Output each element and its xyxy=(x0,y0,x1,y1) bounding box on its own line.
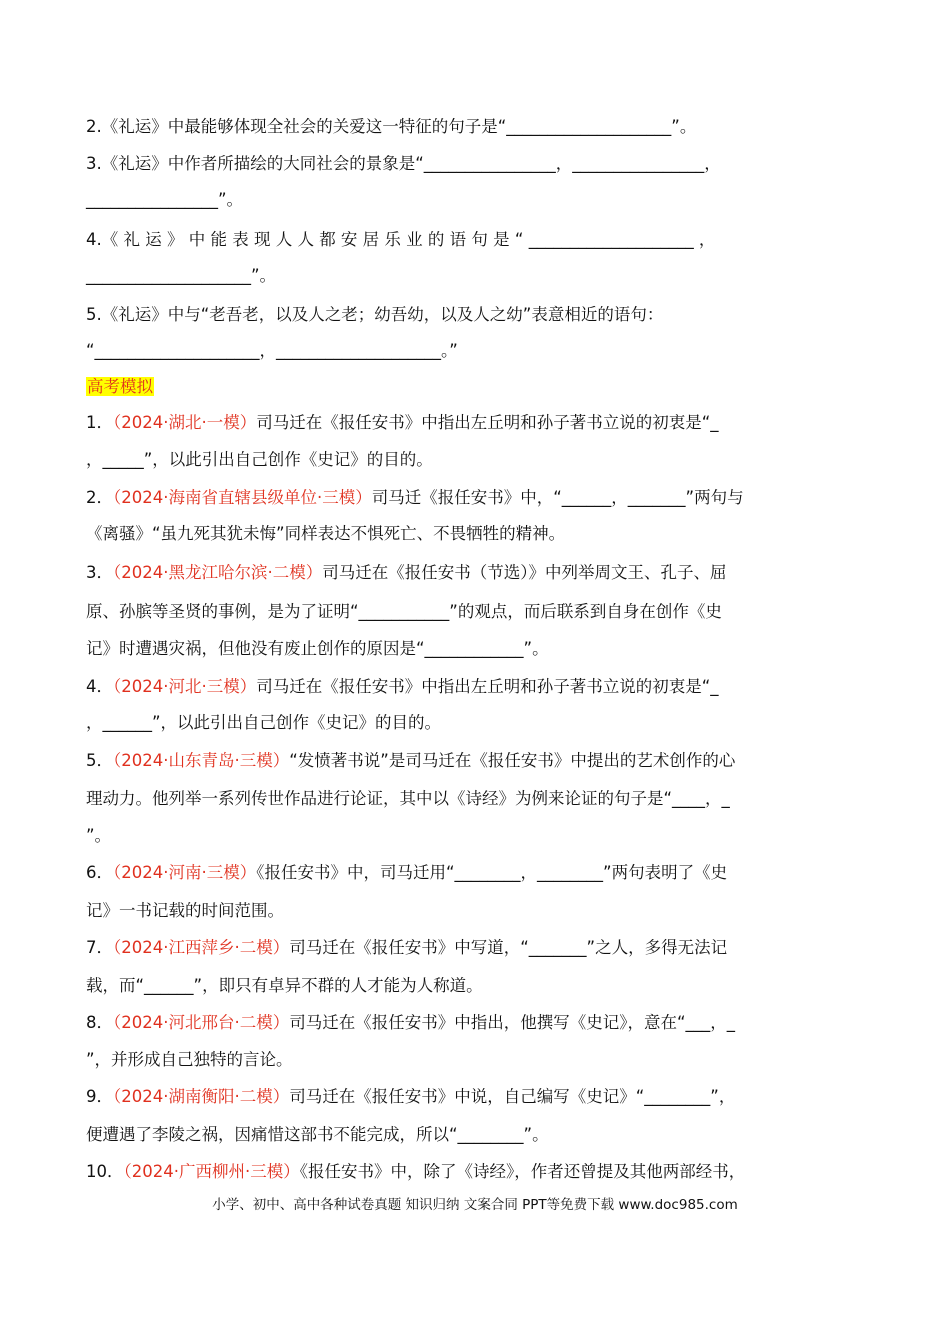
item-source: （2024·湖北·一模） xyxy=(113,413,257,432)
question-line: 3.《礼运》中作者所描绘的大同社会的景象是“________________，________________， xyxy=(86,154,721,173)
item-text: 司马迁在《报任安书》中写道，“_______”之人，多得无法记 xyxy=(289,938,728,957)
section-title: 高考模拟 xyxy=(87,377,153,396)
section-title-line xyxy=(86,377,864,397)
question-line: ________________”。 xyxy=(86,190,244,209)
question-item-7 xyxy=(86,938,864,958)
item-number: 6． xyxy=(86,863,113,882)
question-line: “____________________，____________________。” xyxy=(86,341,458,360)
question-line: 记》时遭遇灾祸，但他没有废止创作的原因是“____________”。 xyxy=(86,639,549,658)
question-line: ____________________”。 xyxy=(86,266,277,285)
question-line: 5.《礼运》中与“老吾老，以及人之老；幼吾幼，以及人之幼”表意相近的语句： xyxy=(86,305,664,324)
item-text: 司马迁在《报任安书》中指出左丘明和孙子著书立说的初衷是“_ xyxy=(256,677,719,696)
question-line: 《离骚》“虽九死其犹未悔”同样表达不惧死亡、不畏牺牲的精神。 xyxy=(86,524,566,543)
question-line: 记》一书记载的时间范围。 xyxy=(86,901,284,920)
page-footer: 小学、初中、高中各种试卷真题 知识归纳 文案合同 PPT等免费下载 www.doc985.com xyxy=(212,1197,738,1213)
item-number: 4． xyxy=(86,677,113,696)
question-line: ”。 xyxy=(86,826,112,845)
question-item-1 xyxy=(86,413,864,433)
item-text: 司马迁在《报任安书》中说，自己编写《史记》“________”， xyxy=(289,1087,736,1106)
item-source: （2024·河北·三模） xyxy=(113,677,257,696)
item-number: 3． xyxy=(86,563,113,582)
item-source: （2024·广西柳州·三模） xyxy=(123,1162,300,1181)
question-item-9 xyxy=(86,1087,864,1107)
question-line: 2.《礼运》中最能够体现全社会的关爱这一特征的句子是“____________________”。 xyxy=(86,117,697,136)
item-number: 2． xyxy=(86,488,113,507)
item-source: （2024·河北邢台·二模） xyxy=(113,1013,290,1032)
question-item-4 xyxy=(86,677,864,697)
question-line: 理动力。他列举一系列传世作品进行论证，其中以《诗经》为例来论证的句子是“____，_ xyxy=(86,789,730,808)
question-item-8 xyxy=(86,1013,864,1033)
question-line: 载，而“______”，即只有卓异不群的人才能为人称道。 xyxy=(86,976,483,995)
question-line: 4.《 礼 运 》 中 能 表 现 人 人 都 安 居 乐 业 的 语 句 是 “ ____________________ ， xyxy=(86,230,716,249)
item-text: “发愤著书说”是司马迁在《报任安书》中提出的艺术创作的心 xyxy=(289,751,736,770)
question-item-6 xyxy=(86,863,864,883)
item-source: （2024·河南·三模） xyxy=(113,863,257,882)
question-item-3 xyxy=(86,563,864,583)
item-number: 8． xyxy=(86,1013,113,1032)
question-line: ，_____”，以此引出自己创作《史记》的目的。 xyxy=(86,450,433,469)
item-text: 司马迁《报任安书》中，“______，_______”两句与 xyxy=(371,488,744,507)
question-line: ，______”，以此引出自己创作《史记》的目的。 xyxy=(86,713,442,732)
item-text: 司马迁在《报任安书》中指出左丘明和孙子著书立说的初衷是“_ xyxy=(256,413,719,432)
question-item-2 xyxy=(86,488,864,508)
item-source: （2024·山东青岛·三模） xyxy=(113,751,290,770)
item-source: （2024·湖南衡阳·二模） xyxy=(113,1087,290,1106)
item-number: 9． xyxy=(86,1087,113,1106)
item-text: 《报任安书》中，除了《诗经》，作者还曾提及其他两部经书， xyxy=(299,1162,746,1181)
question-item-10 xyxy=(86,1162,864,1182)
item-text: 司马迁在《报任安书》中指出，他撰写《史记》，意在“___，_ xyxy=(289,1013,736,1032)
item-number: 1． xyxy=(86,413,113,432)
item-number: 10． xyxy=(86,1162,124,1181)
item-text: 司马迁在《报任安书（节选）》中列举周文王、孔子、屈 xyxy=(322,563,727,582)
question-item-5 xyxy=(86,751,864,771)
item-source: （2024·黑龙江哈尔滨·二模） xyxy=(113,563,323,582)
item-number: 7． xyxy=(86,938,113,957)
question-line: 原、孙膑等圣贤的事例，是为了证明“___________”的观点，而后联系到自身在创作《史 xyxy=(86,602,722,621)
question-line: 便遭遇了李陵之祸，因痛惜这部书不能完成，所以“________”。 xyxy=(86,1125,549,1144)
item-text: 《报任安书》中，司马迁用“________，________”两句表明了《史 xyxy=(256,863,728,882)
item-source: （2024·海南省直辖县级单位·三模） xyxy=(113,488,372,507)
item-source: （2024·江西萍乡·二模） xyxy=(113,938,290,957)
question-line: ”，并形成自己独特的言论。 xyxy=(86,1050,293,1069)
item-number: 5． xyxy=(86,751,113,770)
